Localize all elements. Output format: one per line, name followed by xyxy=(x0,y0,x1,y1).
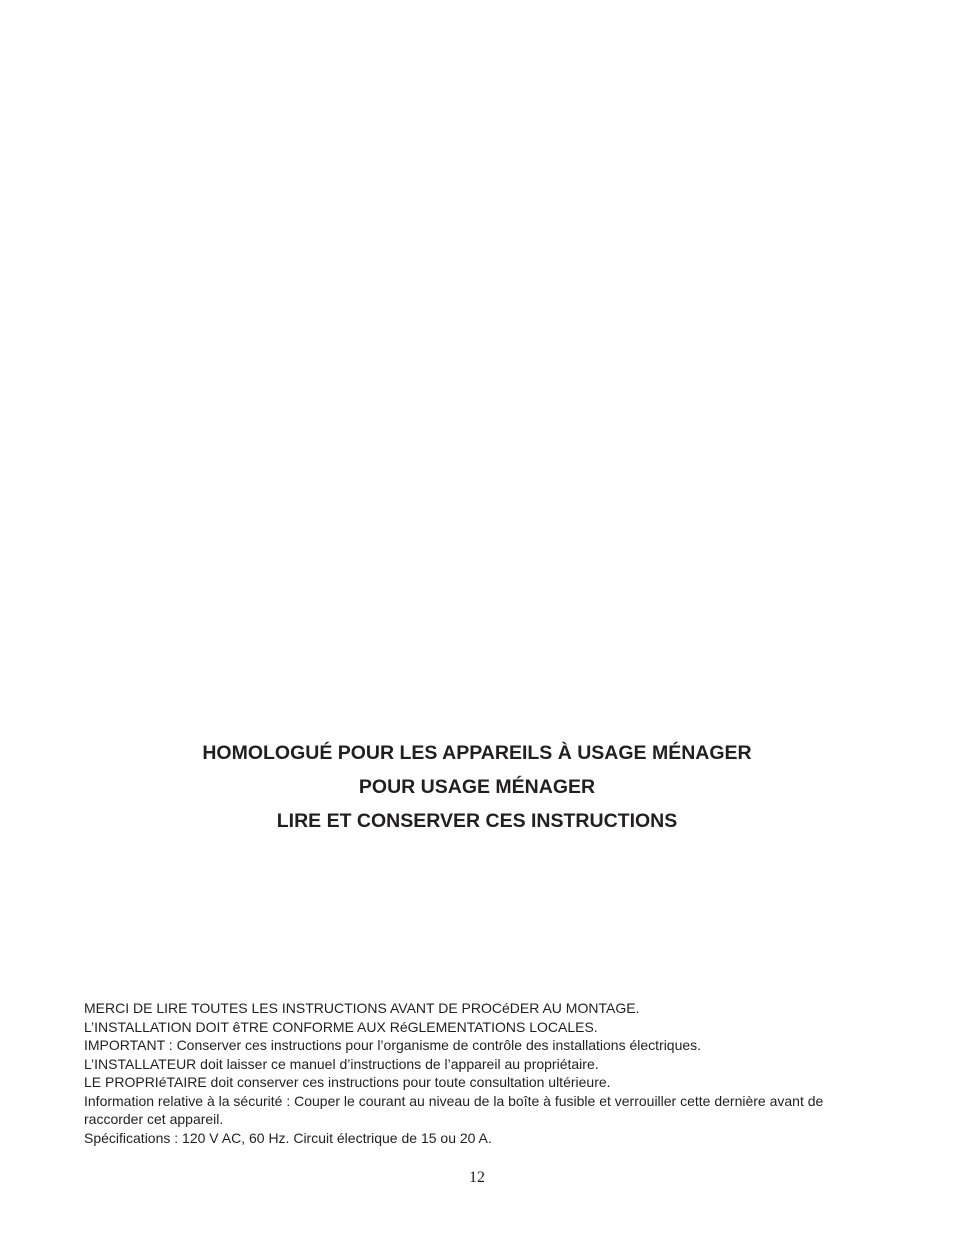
note-line: Spécifications : 120 V AC, 60 Hz. Circuit électrique de 15 ou 20 A. xyxy=(84,1129,492,1146)
heading-line: HOMOLOGUÉ POUR LES APPAREILS À USAGE MÉNAGER xyxy=(202,742,752,764)
heading-block xyxy=(0,736,954,838)
note-line: L’INSTALLATION DOIT êTRE CONFORME AUX RéGLEMENTATIONS LOCALES. xyxy=(84,1018,598,1035)
note-line: L’INSTALLATEUR doit laisser ce manuel d’instructions de l’appareil au propriétaire. xyxy=(84,1055,599,1072)
page-number: 12 xyxy=(469,1169,485,1186)
note-line: LE PROPRIéTAIRE doit conserver ces instructions pour toute consultation ultérieure. xyxy=(84,1074,611,1090)
note-line: IMPORTANT : Conserver ces instructions pour l’organisme de contrôle des installations électriques. xyxy=(84,1037,702,1053)
note-line: Information relative à la sécurité : Couper le courant au niveau de la boîte à fusible et verrouiller cette dernière avant de raccorder cet appareil. xyxy=(84,1092,824,1127)
instructions-notes xyxy=(84,999,884,1147)
note-line: MERCI DE LIRE TOUTES LES INSTRUCTIONS AVANT DE PROCéDER AU MONTAGE. xyxy=(84,1000,640,1016)
heading-line: LIRE ET CONSERVER CES INSTRUCTIONS xyxy=(276,810,678,832)
heading-line: POUR USAGE MÉNAGER xyxy=(358,776,596,798)
